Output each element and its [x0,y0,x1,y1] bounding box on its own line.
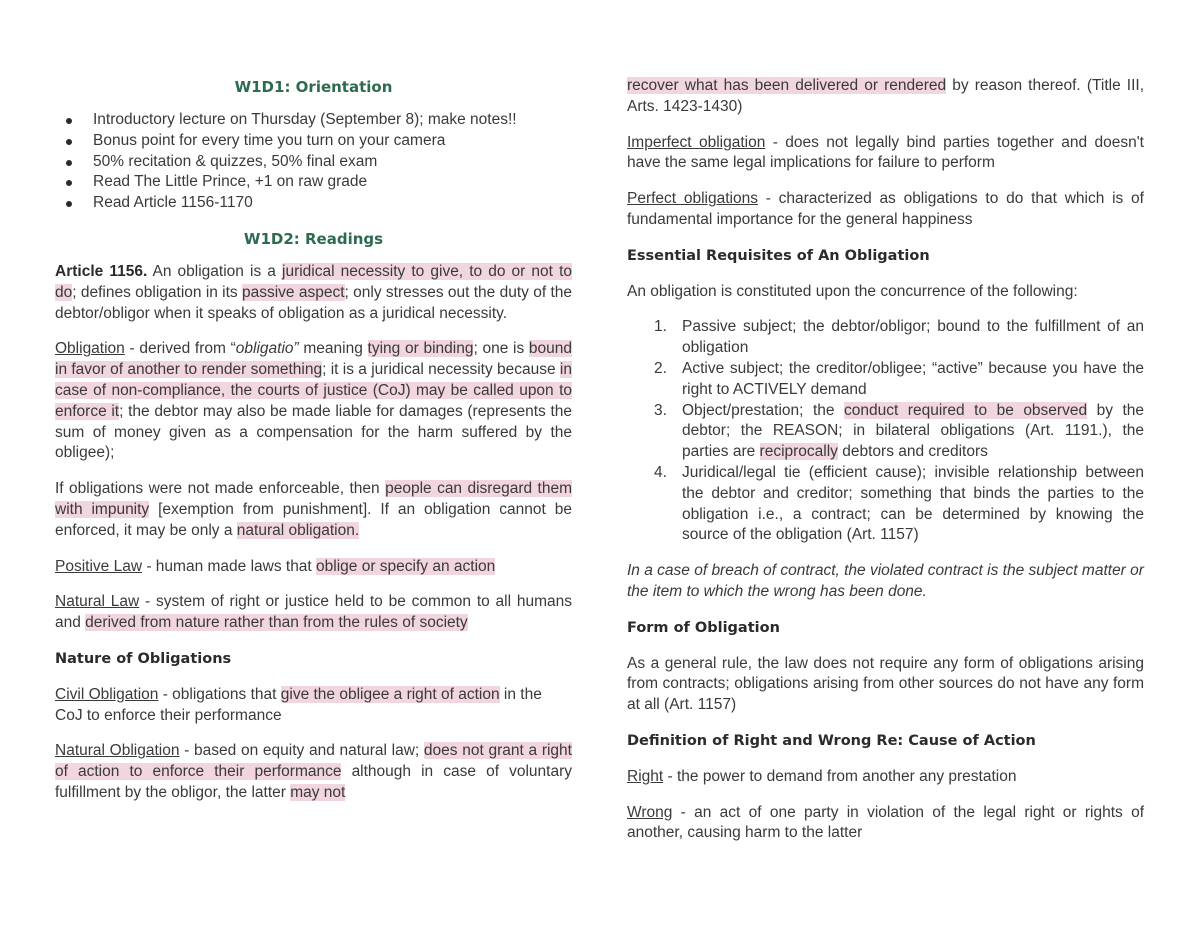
left-column [55,76,572,819]
breach-note: In a case of breach of contract, the violated contract is the subject matter or the item to which the wrong has been done. [627,562,1144,600]
essential-requisites-heading: Essential Requisites of An Obligation [627,247,930,264]
term: Obligation [55,340,125,358]
w1d1-heading: W1D1: Orientation [234,78,393,96]
bullet-icon [66,118,72,124]
list-item: Bonus point for every time you turn on your camera [55,131,572,152]
perfect-obligation-definition: Perfect obligations - characterized as obligations to do that which is of fundamental importance for the general happiness [627,190,1144,228]
civil-obligation-definition: Civil Obligation - obligations that give the obligee a right of action in the CoJ to enforce their performance [55,685,542,724]
highlight: give the obligee a right of action [280,685,500,703]
highlight: in case of non-compliance, the courts of justice (CoJ) may be called upon to enforce it [55,361,572,420]
article-1156-paragraph: Article 1156. An obligation is a juridical necessity to give, to do or not to do; defines obligation in its passive aspect; only stresses out the duty of the debtor/obligor when it speaks of obligation as a juridical necessity. [55,262,573,322]
imperfect-obligation-definition: Imperfect obligation - does not legally bind parties together and doesn't have the same legal implications for failure to perform [627,133,1144,172]
bullet-icon [66,180,72,186]
highlight: passive aspect [242,283,345,301]
highlight: people can disregard them with impunity [55,480,572,518]
requisites-list [627,317,1144,546]
term: Imperfect obligation [627,133,766,151]
term: Natural Law [55,593,140,611]
highlight: reciprocally [759,443,838,461]
list-item: Introductory lecture on Thursday (September 8); make notes!! [55,110,572,131]
bullet-icon [66,201,72,207]
term: Natural Obligation [55,742,180,760]
nature-of-obligations-heading: Nature of Obligations [55,650,232,667]
right-definition: Right - the power to demand from another any prestation [627,767,1017,785]
highlight: recover what has been delivered or rendered [627,77,947,94]
highlight: tying or binding [367,340,474,358]
highlight: derived from nature rather than from the rules of society [85,614,468,632]
positive-law-definition: Positive Law - human made laws that oblige or specify an action [55,557,496,575]
term: Right [627,767,664,785]
term: Wrong [627,803,673,821]
continued-paragraph: recover what has been delivered or rendered by reason thereof. (Title III, Arts. 1423-1430) [627,77,1145,115]
form-of-obligation-heading: Form of Obligation [627,619,780,636]
highlight: juridical necessity to give, to do or not to do [55,262,573,301]
term: Civil Obligation [55,685,159,703]
list-item: 3. Object/prestation; the conduct required to be observed by the debtor; the REASON; in bilateral obligations (Art. 1191.), the parties are reciprocally debtors and creditors [654,401,1144,461]
constituted-text: An obligation is constituted upon the concurrence of the following: [627,282,1078,300]
highlight: oblige or specify an action [316,557,496,575]
natural-obligation-definition: Natural Obligation - based on equity and natural law; does not grant a right of action to enforce their performance although in case of voluntary fulfillment by the obligor, the latter may not [55,742,572,801]
w1d2-heading: W1D2: Readings [243,229,384,248]
bullet-icon [66,160,72,166]
list-item: 1. Passive subject; the debtor/obligor; bound to the fulfillment of an obligation [654,318,1144,357]
list-item: Read The Little Prince, +1 on raw grade [55,172,572,193]
bullet-icon [66,139,72,145]
natural-law-definition: Natural Law - system of right or justice held to be common to all humans and derived from nature rather than from the rules of society [55,593,572,632]
obligation-definition: Obligation - derived from “obligatio” meaning tying or binding; one is bound in favor of another to render something; it is a juridical necessity because in case of non-compliance, the courts of justice (CoJ) may be called upon to enforce it; the debtor may also be made liable for damages (represents the sum of money given as a compensation for the harm suffered by the obligee); [55,340,573,462]
term: Positive Law [55,557,143,575]
highlight: may not [290,783,346,801]
orientation-list [55,110,572,214]
list-item: 50% recitation & quizzes, 50% final exam [55,152,572,173]
highlight: bound in favor of another to render something [55,340,573,379]
highlight: conduct required to be observed [844,401,1088,419]
right-column [627,76,1144,859]
list-item: Read Article 1156-1170 [55,193,572,214]
right-wrong-heading: Definition of Right and Wrong Re: Cause of Action [627,732,1036,749]
enforceable-paragraph: If obligations were not made enforceable, then people can disregard them with impunity [exemption from punishment]. If an obligation cannot be enforced, it may be only a natural obligation. [55,480,572,539]
term: Perfect obligations [627,190,758,208]
form-text: As a general rule, the law does not require any form of obligations arising from contracts; obligations arising from other sources do not have any form at all (Art. 1157) [627,654,1144,714]
wrong-definition: Wrong - an act of one party in violation of the legal right or rights of another, causing harm to the latter [627,803,1144,842]
highlight: natural obligation. [236,521,360,539]
list-item: 2. Active subject; the creditor/obligee; “active” because you have the right to ACTIVELY demand [654,359,1144,398]
highlight: does not grant a right of action to enforce their performance [55,742,572,781]
list-item: 4. Juridical/legal tie (efficient cause); invisible relationship between the debtor and creditor; something that binds the parties to the obligation i.e., a contract; can be determined by knowing the source of the obligation (Art. 1157) [654,463,1144,544]
